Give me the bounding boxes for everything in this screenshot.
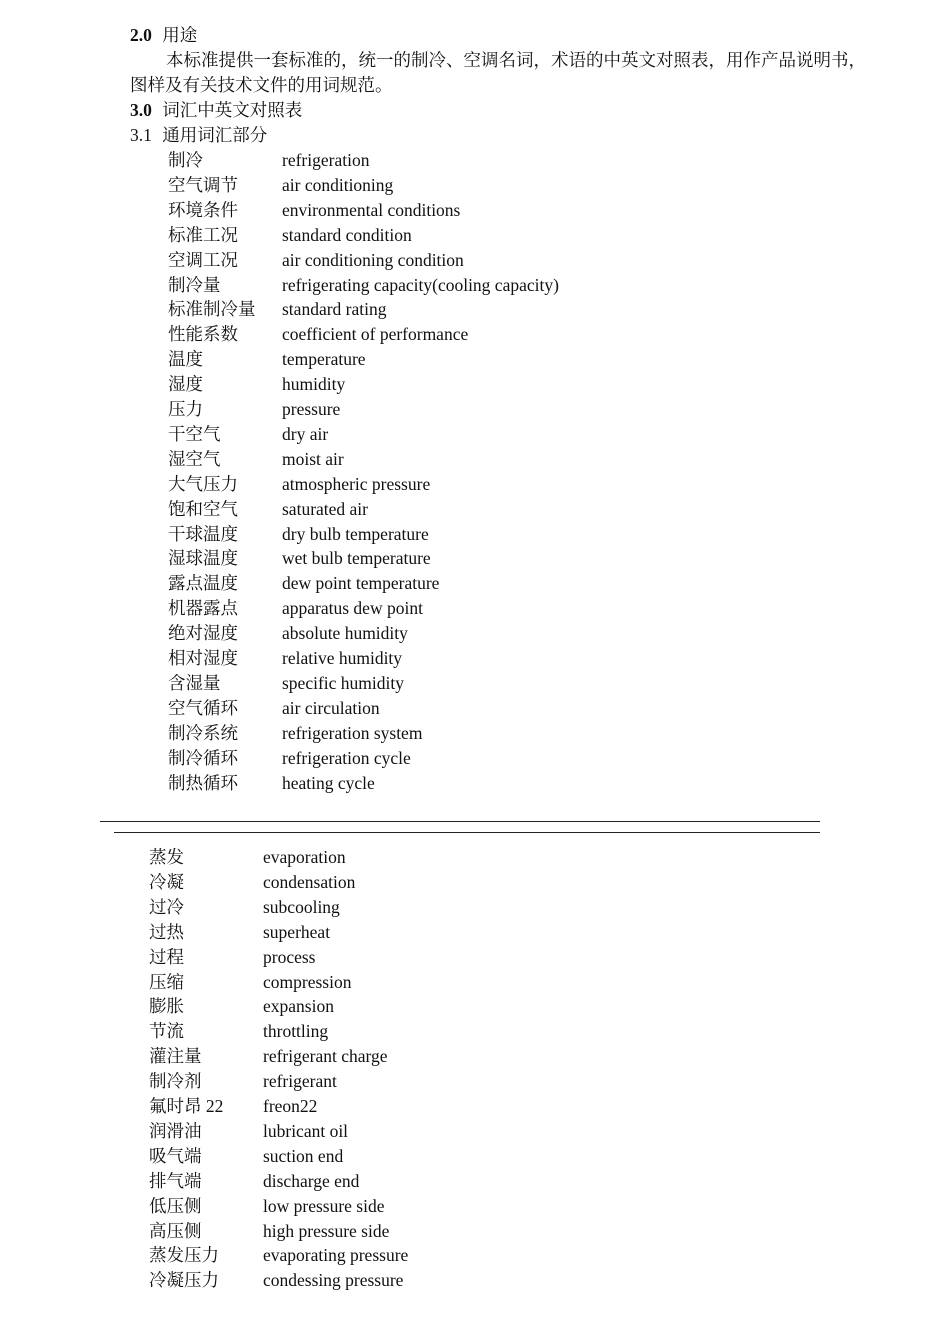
page-break-rule-bottom [114, 832, 820, 833]
term-english: freon22 [263, 1096, 318, 1116]
term-chinese: 湿球温度 [168, 548, 238, 569]
section-number: 3.0 [130, 100, 152, 120]
term-chinese: 蒸发压力 [149, 1245, 219, 1266]
term-english: condessing pressure [263, 1270, 404, 1291]
term-english: superheat [263, 921, 331, 942]
term-chinese: 机器露点 [168, 598, 238, 619]
term-chinese: 过冷 [149, 896, 184, 917]
term-english: refrigeration cycle [282, 747, 411, 768]
term-english: moist air [282, 448, 344, 469]
term-chinese: 制冷循环 [168, 747, 238, 768]
term-chinese: 压力 [168, 399, 203, 419]
term-english: throttling [263, 1021, 329, 1042]
term-english: saturated air [282, 498, 368, 519]
term-chinese: 露点温度 [168, 573, 238, 594]
term-english: pressure [282, 399, 341, 419]
term-chinese: 氟时昂 22 [149, 1096, 224, 1116]
usage-paragraph: 本标准提供一套标准的，统一的制冷、空调名词，术语的中英文对照表，用作产品说明书，图样及有关技术文件的用词规范。 [130, 50, 866, 95]
term-english: wet bulb temperature [282, 548, 431, 569]
term-english: compression [263, 971, 352, 992]
term-english: temperature [282, 349, 366, 370]
term-chinese: 润滑油 [149, 1120, 202, 1141]
section-usage-heading [130, 23, 197, 48]
term-chinese: 冷凝 [149, 871, 184, 892]
term-english: condensation [263, 871, 356, 892]
term-english: dry bulb temperature [282, 523, 429, 544]
term-english: lubricant oil [263, 1120, 349, 1141]
term-chinese: 制冷量 [168, 274, 221, 295]
term-chinese: 过程 [149, 946, 184, 967]
term-chinese: 制热循环 [168, 772, 238, 793]
term-chinese: 膨胀 [149, 996, 184, 1017]
term-chinese: 环境条件 [168, 199, 238, 220]
term-chinese: 饱和空气 [168, 498, 238, 519]
term-english: atmospheric pressure [282, 473, 431, 494]
term-english: suction end [263, 1145, 344, 1166]
term-chinese: 性能系数 [168, 324, 238, 345]
term-chinese: 标准工况 [168, 224, 238, 245]
term-chinese: 制冷系统 [168, 722, 238, 743]
term-chinese: 灌注量 [149, 1046, 202, 1067]
section-title: 用途 [162, 25, 198, 45]
term-english: relative humidity [282, 648, 403, 668]
term-english: environmental conditions [282, 199, 461, 220]
term-english: coefficient of performance [282, 324, 469, 345]
term-chinese: 吸气端 [149, 1145, 202, 1166]
page-break-rule-top [100, 821, 820, 822]
term-chinese: 低压侧 [149, 1195, 202, 1216]
term-chinese: 制冷剂 [149, 1071, 202, 1092]
term-english: air circulation [282, 697, 380, 718]
term-chinese: 标准制冷量 [168, 299, 256, 320]
term-english: humidity [282, 374, 346, 395]
term-chinese: 干空气 [168, 423, 221, 444]
term-chinese: 湿空气 [168, 448, 221, 469]
term-chinese: 含湿量 [168, 672, 221, 693]
section-title: 词汇中英文对照表 [162, 100, 303, 120]
term-chinese: 绝对湿度 [168, 623, 238, 644]
term-english: air conditioning [282, 174, 394, 195]
term-chinese: 空调工况 [168, 249, 238, 270]
term-english: air conditioning condition [282, 249, 464, 270]
term-chinese: 相对湿度 [168, 648, 238, 668]
term-chinese: 过热 [149, 921, 184, 942]
subsection-heading [130, 123, 267, 148]
term-chinese: 空气调节 [168, 174, 238, 195]
term-english: refrigerant [263, 1071, 337, 1092]
term-english: apparatus dew point [282, 598, 423, 619]
term-chinese: 高压侧 [149, 1220, 202, 1241]
term-english: standard condition [282, 224, 412, 245]
term-chinese: 冷凝压力 [149, 1270, 219, 1291]
subsection-number: 3.1 [130, 125, 152, 145]
term-chinese: 空气循环 [168, 697, 238, 718]
term-chinese: 制冷 [168, 150, 203, 170]
term-english: specific humidity [282, 672, 404, 693]
term-english: evaporation [263, 847, 346, 867]
term-english: refrigerant charge [263, 1046, 388, 1067]
term-english: low pressure side [263, 1195, 385, 1216]
term-english: subcooling [263, 896, 340, 917]
term-chinese: 压缩 [149, 971, 184, 992]
term-english: high pressure side [263, 1220, 390, 1241]
term-chinese: 节流 [149, 1021, 184, 1042]
subsection-title: 通用词汇部分 [162, 125, 268, 145]
term-chinese: 干球温度 [168, 523, 238, 544]
term-english: process [263, 946, 316, 967]
term-chinese: 大气压力 [168, 473, 238, 494]
term-english: expansion [263, 996, 334, 1017]
term-chinese: 排气端 [149, 1170, 202, 1191]
section-glossary-heading [130, 98, 302, 123]
term-english: dew point temperature [282, 573, 440, 594]
term-english: absolute humidity [282, 623, 408, 644]
term-chinese: 蒸发 [149, 847, 184, 867]
term-english: dry air [282, 423, 329, 444]
term-chinese: 湿度 [168, 374, 203, 395]
term-english: standard rating [282, 299, 387, 320]
section-number: 2.0 [130, 25, 152, 45]
term-english: discharge end [263, 1170, 360, 1191]
term-chinese: 温度 [168, 349, 203, 370]
term-english: evaporating pressure [263, 1245, 409, 1266]
term-english: heating cycle [282, 772, 375, 793]
term-english: refrigeration [282, 150, 370, 170]
term-english: refrigerating capacity(cooling capacity) [282, 274, 559, 295]
term-english: refrigeration system [282, 722, 423, 743]
